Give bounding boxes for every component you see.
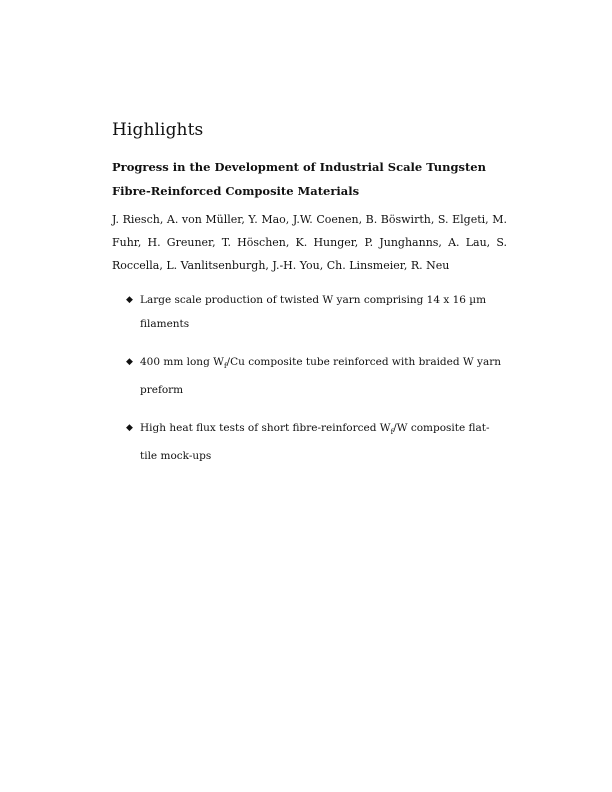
diamond-bullet-icon: ◆ <box>126 295 133 305</box>
highlights-list <box>126 288 504 482</box>
section-title: Highlights <box>112 120 204 140</box>
highlight-text-part: 400 mm long W <box>140 356 224 368</box>
highlight-text-part: /Cu composite tube reinforced with braided W yarn preform <box>140 356 502 397</box>
highlight-text <box>140 422 490 462</box>
highlight-text <box>140 356 501 396</box>
diamond-bullet-icon: ◆ <box>126 357 133 367</box>
diamond-bullet-icon: ◆ <box>126 423 133 434</box>
highlight-subscript: f <box>223 362 227 371</box>
highlight-text-part: High heat flux tests of short fibre-reinforced W <box>140 422 391 435</box>
highlight-subscript: f <box>390 428 394 437</box>
highlight-item <box>126 416 504 468</box>
highlight-item <box>126 350 504 402</box>
highlight-item <box>126 288 504 336</box>
author-list: J. Riesch, A. von Müller, Y. Mao, J.W. Coenen, B. Böswirth, S. Elgeti, M. Fuhr, H. Greuner, T. Höschen, K. Hunger, P. Junghanns, A. Lau, S. Roccella, L. Vanlitsenburgh, J.-H. You, Ch. Linsmeier, R. Neu <box>112 213 507 272</box>
paper-title: Progress in the Development of Industrial Scale Tungsten Fibre-Reinforced Composite Materials <box>112 160 486 198</box>
highlight-text-part: /W composite flat-tile mock-ups <box>140 422 490 463</box>
highlight-text: Large scale production of twisted W yarn comprising 14 x 16 µm filaments <box>140 294 487 330</box>
